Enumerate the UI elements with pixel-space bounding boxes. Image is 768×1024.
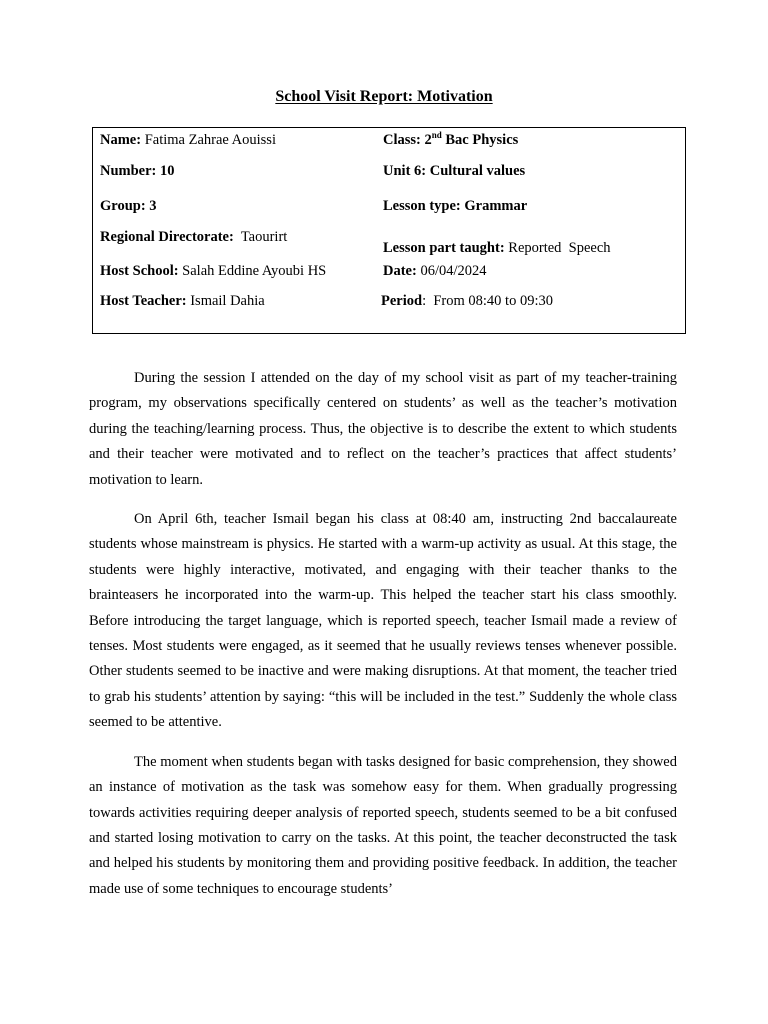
paragraph-1: During the session I attended on the day of my school visit as part of my teacher-training program, my observations specifically centered on students’ as well as the teacher’s motivation during the teaching/learning process. Thus, the objective is to describe the extent to which students and their teacher were motivated and to reflect on the teacher’s practices that affect students’ motivation to learn.	[89, 370, 677, 488]
paragraph-2: On April 6th, teacher Ismail began his class at 08:40 am, instructing 2nd baccalaureate students whose mainstream is physics. He started with a warm-up activity as usual. At this stage, the students were highly interactive, motivated, and engaging with their teacher thanks to the brainteasers he incorporated into the warm-up. This helped the teacher start his class smoothly. Before introducing the target language, which is reported speech, teacher Ismail made a review of tenses. Most students were engaged, as it seemed that he usually reviews tenses whenever possible. Other students seemed to be inactive and were making disruptions. At that moment, the teacher tried to grab his students’ attention by saying: “this will be included in the test.” Suddenly the whole class seemed to be attentive.	[89, 511, 677, 731]
directorate-field	[100, 228, 287, 246]
date-field	[383, 262, 487, 280]
report-body	[89, 366, 677, 916]
lesson-part-label: Lesson part taught:	[383, 240, 505, 256]
number-field	[100, 162, 175, 180]
host-teacher-label: Host Teacher:	[100, 293, 187, 309]
report-title: School Visit Report: Motivation	[275, 88, 493, 105]
host-teacher-field	[100, 292, 265, 310]
class-label: Class:	[383, 132, 421, 148]
name-field	[100, 131, 276, 149]
date-value: 06/04/2024	[420, 263, 487, 279]
host-teacher-value: Ismail Dahia	[190, 293, 265, 309]
class-value: 2nd Bac Physics	[424, 130, 519, 148]
class-field	[383, 131, 518, 149]
host-school-value: Salah Eddine Ayoubi HS	[182, 263, 327, 279]
lesson-type-value: Grammar	[464, 198, 528, 214]
group-value: 3	[149, 198, 157, 214]
host-school-field	[100, 262, 326, 280]
paragraph-3: The moment when students began with tasks designed for basic comprehension, they showed an instance of motivation as the task was somehow easy for them. When gradually progressing towards activities requiring deeper analysis of reported speech, students seemed to be a bit confused and started losing motivation to carry on the tasks. At this point, the teacher deconstructed the task and helped his students by monitoring them and providing positive feedback. In addition, the teacher made use of some techniques to encourage students’	[89, 753, 677, 897]
period-field	[381, 292, 553, 310]
period-value: : From 08:40 to 09:30	[422, 293, 553, 309]
period-label: Period	[381, 293, 423, 309]
name-value: Fatima Zahrae Aouissi	[144, 132, 276, 148]
lesson-type-label: Lesson type:	[383, 198, 461, 214]
date-label: Date:	[383, 263, 417, 279]
lesson-part-field	[383, 239, 611, 257]
name-label: Name:	[100, 132, 142, 148]
group-field	[100, 197, 157, 215]
student-info-box	[92, 127, 686, 334]
directorate-value: Taourirt	[240, 229, 288, 245]
unit-field	[383, 162, 525, 180]
lesson-part-value: Reported Speech	[508, 240, 611, 256]
number-value: 10	[160, 163, 175, 179]
number-label: Number:	[100, 163, 157, 179]
unit-label: Unit 6: Cultural values	[383, 163, 526, 179]
host-school-label: Host School:	[100, 263, 179, 279]
directorate-label: Regional Directorate:	[100, 229, 234, 245]
lesson-type-field	[383, 197, 527, 215]
group-label: Group:	[100, 198, 146, 214]
